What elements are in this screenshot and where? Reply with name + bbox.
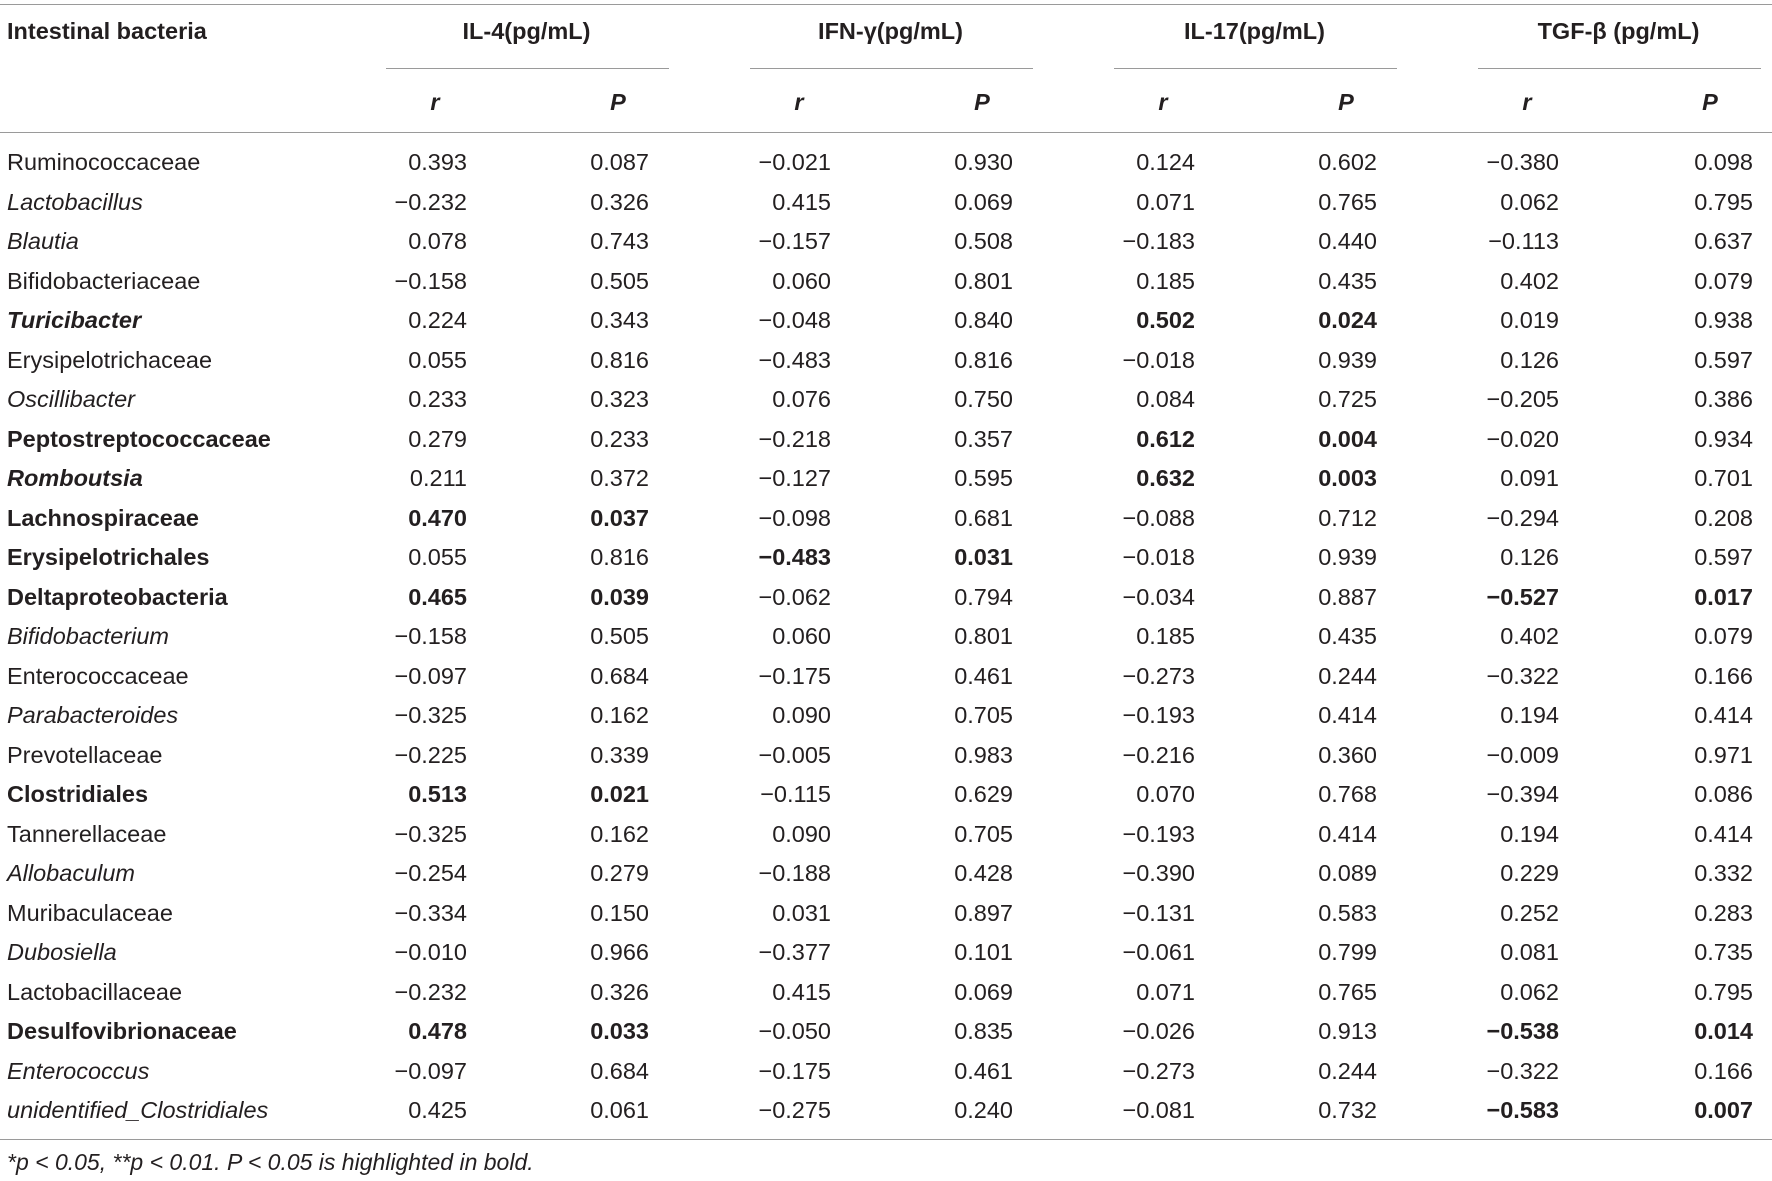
row-name: Bifidobacteriaceae [7, 267, 201, 294]
p-value-cell: 0.735 [1694, 939, 1753, 965]
p-value-cell: 0.069 [954, 188, 1013, 215]
r-value-cell: 0.425 [408, 1097, 467, 1123]
r-value-cell: −0.158 [394, 267, 467, 294]
p-value-cell: 0.801 [954, 267, 1013, 294]
p-value-cell: 0.816 [590, 544, 649, 570]
p-value-cell: 0.372 [590, 465, 649, 491]
r-value-cell: 0.062 [1500, 978, 1559, 1005]
r-value-cell: −0.131 [1122, 899, 1195, 926]
p-value-cell: 0.244 [1318, 662, 1377, 689]
r-value-cell: 0.470 [408, 504, 467, 531]
r-value-cell: −0.081 [1122, 1097, 1195, 1123]
r-value-cell: −0.583 [1486, 1097, 1559, 1123]
p-value-cell: 0.913 [1318, 1018, 1377, 1044]
p-value-cell: 0.326 [590, 978, 649, 1005]
r-value-cell: −0.232 [394, 978, 467, 1005]
p-value-cell: 0.003 [1318, 465, 1377, 491]
p-value-cell: 0.069 [954, 978, 1013, 1005]
r-value-cell: 0.078 [408, 228, 467, 254]
p-value-cell: 0.428 [954, 860, 1013, 886]
p-value-cell: 0.166 [1694, 662, 1753, 689]
r-value-cell: −0.193 [1122, 820, 1195, 847]
p-value-cell: 0.332 [1694, 860, 1753, 886]
row-name: Romboutsia [7, 465, 143, 491]
p-value-cell: 0.505 [590, 267, 649, 294]
p-value-cell: 0.101 [954, 939, 1013, 965]
row-header: Intestinal bacteria [7, 18, 207, 44]
p-value-cell: 0.414 [1318, 702, 1377, 728]
r-value-cell: −0.097 [394, 662, 467, 689]
group-header-tgf: TGF-β (pg/mL) [1537, 18, 1700, 44]
p-value-cell: 0.357 [954, 425, 1013, 452]
p-value-cell: 0.004 [1318, 425, 1377, 452]
p-value-cell: 0.414 [1694, 820, 1753, 847]
r-value-cell: −0.005 [758, 741, 831, 768]
p-value-cell: 0.150 [590, 899, 649, 926]
r-value-cell: −0.273 [1122, 662, 1195, 689]
p-value-cell: 0.816 [954, 346, 1013, 373]
row-name: Dubosiella [7, 939, 117, 965]
r-value-cell: 0.070 [1136, 781, 1195, 807]
p-value-cell: 0.435 [1318, 623, 1377, 649]
p-value-cell: 0.983 [954, 741, 1013, 768]
p-value-cell: 0.765 [1318, 978, 1377, 1005]
p-value-cell: 0.037 [590, 504, 649, 531]
r-value-cell: 0.194 [1500, 820, 1559, 847]
p-value-cell: 0.705 [954, 702, 1013, 728]
p-value-cell: 0.508 [954, 228, 1013, 254]
r-value-cell: 0.252 [1500, 899, 1559, 926]
r-value-cell: −0.062 [758, 583, 831, 610]
p-value-cell: 0.629 [954, 781, 1013, 807]
r-value-cell: −0.157 [758, 228, 831, 254]
row-name: Tannerellaceae [7, 820, 167, 847]
sub-header-p: P [974, 89, 990, 115]
p-value-cell: 0.461 [954, 1057, 1013, 1084]
r-value-cell: −0.010 [394, 939, 467, 965]
r-value-cell: 0.513 [408, 781, 467, 807]
r-value-cell: −0.275 [758, 1097, 831, 1123]
header-rule [0, 132, 1772, 133]
p-value-cell: 0.725 [1318, 386, 1377, 412]
p-value-cell: 0.938 [1694, 307, 1753, 333]
r-value-cell: 0.124 [1136, 149, 1195, 175]
r-value-cell: 0.019 [1500, 307, 1559, 333]
r-value-cell: 0.084 [1136, 386, 1195, 412]
r-value-cell: −0.009 [1486, 741, 1559, 768]
row-name: Blautia [7, 228, 79, 254]
sub-header-p: P [1702, 89, 1718, 115]
p-value-cell: 0.930 [954, 149, 1013, 175]
p-value-cell: 0.233 [590, 425, 649, 452]
p-value-cell: 0.244 [1318, 1057, 1377, 1084]
r-value-cell: −0.021 [758, 149, 831, 175]
row-name: Allobaculum [7, 860, 136, 886]
p-value-cell: 0.801 [954, 623, 1013, 649]
p-value-cell: 0.323 [590, 386, 649, 412]
r-value-cell: 0.393 [408, 149, 467, 175]
sub-header-r: r [794, 89, 804, 115]
r-value-cell: 0.402 [1500, 623, 1559, 649]
r-value-cell: 0.076 [772, 386, 831, 412]
p-value-cell: 0.166 [1694, 1057, 1753, 1084]
r-value-cell: 0.465 [408, 583, 467, 610]
p-value-cell: 0.939 [1318, 346, 1377, 373]
p-value-cell: 0.414 [1694, 702, 1753, 728]
p-value-cell: 0.971 [1694, 741, 1753, 768]
group-rule-il4 [386, 68, 669, 69]
p-value-cell: 0.765 [1318, 188, 1377, 215]
p-value-cell: 0.597 [1694, 346, 1753, 373]
r-value-cell: 0.612 [1136, 425, 1195, 452]
r-value-cell: 0.055 [408, 346, 467, 373]
row-name: Lactobacillus [7, 188, 143, 215]
r-value-cell: 0.194 [1500, 702, 1559, 728]
p-value-cell: 0.414 [1318, 820, 1377, 847]
p-value-cell: 0.033 [590, 1018, 649, 1044]
group-rule-ifn [750, 68, 1033, 69]
r-value-cell: −0.158 [394, 623, 467, 649]
row-name: Erysipelotrichaceae [7, 346, 213, 373]
r-value-cell: −0.113 [1488, 228, 1559, 254]
row-name: Peptostreptococcaceae [7, 425, 271, 452]
r-value-cell: −0.115 [760, 781, 831, 807]
p-value-cell: 0.461 [954, 662, 1013, 689]
p-value-cell: 0.435 [1318, 267, 1377, 294]
r-value-cell: −0.018 [1122, 346, 1195, 373]
p-value-cell: 0.360 [1318, 741, 1377, 768]
sub-header-r: r [430, 89, 440, 115]
p-value-cell: 0.162 [590, 702, 649, 728]
table-top-rule [0, 4, 1772, 5]
p-value-cell: 0.795 [1694, 188, 1753, 215]
r-value-cell: 0.071 [1136, 188, 1195, 215]
sub-header-r: r [1522, 89, 1532, 115]
r-value-cell: 0.060 [772, 623, 831, 649]
p-value-cell: 0.681 [954, 504, 1013, 531]
group-header-ifn: IFN-γ(pg/mL) [818, 18, 963, 44]
p-value-cell: 0.840 [954, 307, 1013, 333]
r-value-cell: −0.175 [758, 662, 831, 689]
r-value-cell: 0.031 [772, 899, 831, 926]
r-value-cell: 0.402 [1500, 267, 1559, 294]
row-name: Lachnospiraceae [7, 504, 200, 531]
p-value-cell: 0.386 [1694, 386, 1753, 412]
p-value-cell: 0.887 [1318, 583, 1377, 610]
p-value-cell: 0.087 [590, 149, 649, 175]
row-name: Clostridiales [7, 781, 149, 807]
p-value-cell: 0.440 [1318, 228, 1377, 254]
r-value-cell: 0.279 [408, 425, 467, 452]
r-value-cell: −0.527 [1486, 583, 1559, 610]
r-value-cell: 0.233 [408, 386, 467, 412]
r-value-cell: −0.394 [1486, 781, 1559, 807]
p-value-cell: 0.816 [590, 346, 649, 373]
r-value-cell: −0.018 [1122, 544, 1195, 570]
p-value-cell: 0.966 [590, 939, 649, 965]
r-value-cell: −0.225 [394, 741, 467, 768]
p-value-cell: 0.031 [954, 544, 1013, 570]
row-name: Erysipelotrichales [7, 544, 210, 570]
p-value-cell: 0.240 [954, 1097, 1013, 1123]
r-value-cell: 0.211 [409, 465, 467, 491]
row-name: unidentified_Clostridiales [7, 1097, 269, 1123]
r-value-cell: 0.502 [1136, 307, 1195, 333]
r-value-cell: −0.483 [758, 544, 831, 570]
p-value-cell: 0.007 [1694, 1097, 1753, 1123]
p-value-cell: 0.684 [590, 662, 649, 689]
p-value-cell: 0.934 [1694, 425, 1753, 452]
r-value-cell: −0.377 [758, 939, 831, 965]
p-value-cell: 0.712 [1318, 504, 1377, 531]
p-value-cell: 0.098 [1694, 149, 1753, 175]
p-value-cell: 0.732 [1318, 1097, 1377, 1123]
p-value-cell: 0.939 [1318, 544, 1377, 570]
r-value-cell: 0.224 [408, 307, 467, 333]
group-rule-tgf [1478, 68, 1761, 69]
r-value-cell: −0.325 [394, 820, 467, 847]
row-name: Bifidobacterium [7, 623, 169, 649]
p-value-cell: 0.079 [1694, 623, 1753, 649]
row-name: Desulfovibrionaceae [7, 1018, 237, 1044]
r-value-cell: −0.183 [1122, 228, 1195, 254]
p-value-cell: 0.799 [1318, 939, 1377, 965]
r-value-cell: 0.185 [1136, 267, 1195, 294]
r-value-cell: −0.334 [394, 899, 467, 926]
r-value-cell: 0.415 [772, 978, 831, 1005]
r-value-cell: 0.081 [1500, 939, 1559, 965]
row-name: Deltaproteobacteria [7, 583, 228, 610]
r-value-cell: 0.060 [772, 267, 831, 294]
r-value-cell: −0.380 [1486, 149, 1559, 175]
sub-header-p: P [610, 89, 626, 115]
r-value-cell: 0.055 [408, 544, 467, 570]
r-value-cell: −0.193 [1122, 702, 1195, 728]
p-value-cell: 0.637 [1694, 228, 1753, 254]
r-value-cell: −0.188 [758, 860, 831, 886]
p-value-cell: 0.208 [1694, 504, 1753, 531]
p-value-cell: 0.326 [590, 188, 649, 215]
p-value-cell: 0.583 [1318, 899, 1377, 926]
r-value-cell: 0.478 [408, 1018, 467, 1044]
r-value-cell: 0.632 [1136, 465, 1195, 491]
r-value-cell: −0.048 [758, 307, 831, 333]
row-name: Enterococcus [7, 1057, 150, 1084]
r-value-cell: −0.218 [758, 425, 831, 452]
p-value-cell: 0.017 [1694, 583, 1753, 610]
p-value-cell: 0.021 [590, 781, 649, 807]
r-value-cell: −0.020 [1486, 425, 1559, 452]
p-value-cell: 0.602 [1318, 149, 1377, 175]
r-value-cell: −0.175 [758, 1057, 831, 1084]
r-value-cell: 0.185 [1136, 623, 1195, 649]
r-value-cell: −0.088 [1122, 504, 1195, 531]
p-value-cell: 0.835 [954, 1018, 1013, 1044]
p-value-cell: 0.794 [954, 583, 1013, 610]
p-value-cell: 0.684 [590, 1057, 649, 1084]
p-value-cell: 0.343 [590, 307, 649, 333]
p-value-cell: 0.705 [954, 820, 1013, 847]
group-header-il4: IL-4(pg/mL) [462, 18, 591, 44]
r-value-cell: −0.390 [1122, 860, 1195, 886]
sub-header-r: r [1158, 89, 1168, 115]
r-value-cell: −0.050 [758, 1018, 831, 1044]
sub-header-p: P [1338, 89, 1354, 115]
p-value-cell: 0.079 [1694, 267, 1753, 294]
r-value-cell: 0.091 [1500, 465, 1559, 491]
p-value-cell: 0.743 [590, 228, 649, 254]
r-value-cell: −0.205 [1486, 386, 1559, 412]
p-value-cell: 0.339 [590, 741, 649, 768]
p-value-cell: 0.089 [1318, 860, 1377, 886]
p-value-cell: 0.505 [590, 623, 649, 649]
r-value-cell: −0.026 [1122, 1018, 1195, 1044]
p-value-cell: 0.162 [590, 820, 649, 847]
r-value-cell: 0.071 [1136, 978, 1195, 1005]
r-value-cell: −0.061 [1122, 939, 1195, 965]
r-value-cell: −0.483 [758, 346, 831, 373]
p-value-cell: 0.795 [1694, 978, 1753, 1005]
p-value-cell: 0.768 [1318, 781, 1377, 807]
r-value-cell: −0.322 [1486, 662, 1559, 689]
r-value-cell: −0.232 [394, 188, 467, 215]
p-value-cell: 0.897 [954, 899, 1013, 926]
row-name: Parabacteroides [7, 702, 179, 728]
r-value-cell: −0.097 [394, 1057, 467, 1084]
p-value-cell: 0.279 [590, 860, 649, 886]
p-value-cell: 0.597 [1694, 544, 1753, 570]
row-name: Turicibacter [7, 307, 142, 333]
p-value-cell: 0.701 [1694, 465, 1753, 491]
group-rule-il17 [1114, 68, 1397, 69]
r-value-cell: −0.294 [1486, 504, 1559, 531]
group-header-il17: IL-17(pg/mL) [1184, 18, 1325, 44]
r-value-cell: −0.322 [1486, 1057, 1559, 1084]
row-name: Ruminococcaceae [7, 149, 201, 175]
r-value-cell: −0.127 [758, 465, 831, 491]
r-value-cell: 0.090 [772, 820, 831, 847]
r-value-cell: −0.254 [394, 860, 467, 886]
p-value-cell: 0.750 [954, 386, 1013, 412]
p-value-cell: 0.086 [1694, 781, 1753, 807]
r-value-cell: −0.034 [1122, 583, 1195, 610]
row-name: Prevotellaceae [7, 741, 163, 768]
p-value-cell: 0.024 [1318, 307, 1377, 333]
r-value-cell: 0.229 [1500, 860, 1559, 886]
row-name: Oscillibacter [7, 386, 135, 412]
r-value-cell: 0.126 [1500, 544, 1559, 570]
p-value-cell: 0.039 [590, 583, 649, 610]
r-value-cell: 0.062 [1500, 188, 1559, 215]
r-value-cell: −0.273 [1122, 1057, 1195, 1084]
r-value-cell: 0.126 [1500, 346, 1559, 373]
row-name: Enterococcaceae [7, 662, 189, 689]
p-value-cell: 0.595 [954, 465, 1013, 491]
table-bottom-rule [0, 1139, 1772, 1140]
r-value-cell: −0.325 [394, 702, 467, 728]
p-value-cell: 0.283 [1694, 899, 1753, 926]
p-value-cell: 0.014 [1694, 1018, 1753, 1044]
row-name: Lactobacillaceae [7, 978, 183, 1005]
table-footnote: *p < 0.05, **p < 0.01. P < 0.05 is highlighted in bold. [7, 1149, 534, 1175]
r-value-cell: −0.216 [1122, 741, 1195, 768]
r-value-cell: −0.098 [758, 504, 831, 531]
r-value-cell: −0.538 [1486, 1018, 1559, 1044]
r-value-cell: 0.415 [772, 188, 831, 215]
r-value-cell: 0.090 [772, 702, 831, 728]
row-name: Muribaculaceae [7, 899, 173, 926]
p-value-cell: 0.061 [590, 1097, 649, 1123]
